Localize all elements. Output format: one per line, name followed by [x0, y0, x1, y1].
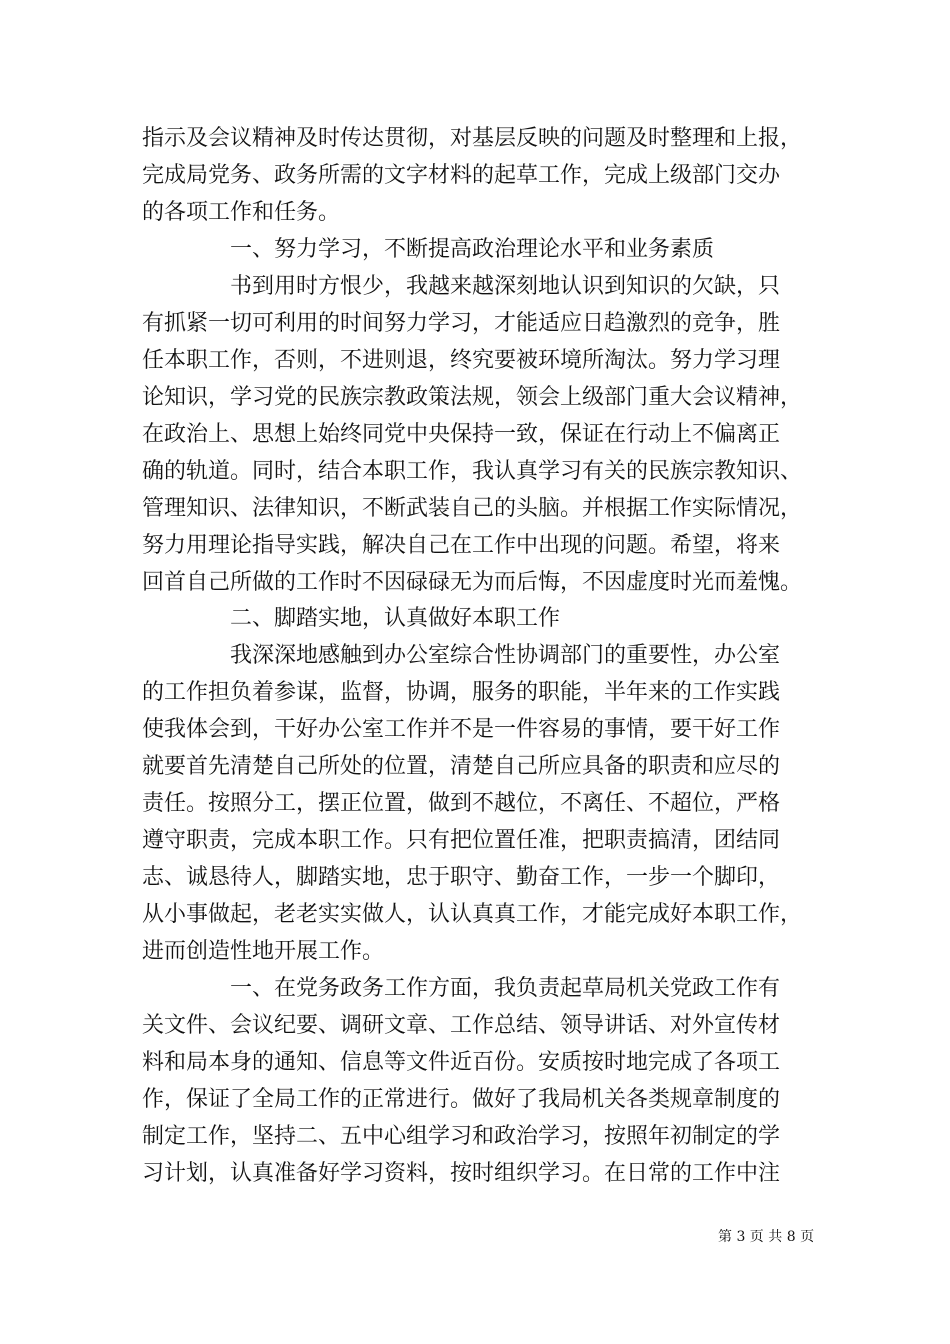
text-line-24: 一、在党务政务工作方面，我负责起草局机关党政工作有 — [230, 976, 781, 1001]
text-line-13: 回首自己所做的工作时不因碌碌无为而后悔，不因虚度时光而羞愧。 — [142, 570, 803, 595]
text-line-1: 指示及会议精神及时传达贯彻，对基层反映的问题及时整理和上报， — [142, 126, 803, 151]
section-heading-1: 一、努力学习，不断提高政治理论水平和业务素质 — [230, 237, 715, 262]
page-number-footer: 第 3 页 共 8 页 — [718, 1229, 815, 1245]
text-line-3: 的各项工作和任务。 — [142, 200, 341, 225]
text-line-9: 在政治上、思想上始终同党中央保持一致，保证在行动上不偏离正 — [142, 422, 781, 447]
text-line-29: 习计划，认真准备好学习资料，按时组织学习。在日常的工作中注 — [142, 1161, 781, 1186]
text-line-21: 志、诚恳待人，脚踏实地，忠于职守、勤奋工作，一步一个脚印， — [142, 865, 781, 890]
text-line-26: 料和局本身的通知、信息等文件近百份。安质按时地完成了各项工 — [142, 1050, 781, 1075]
text-line-22: 从小事做起，老老实实做人，认认真真工作，才能完成好本职工作， — [142, 902, 803, 927]
text-line-25: 关文件、会议纪要、调研文章、工作总结、领导讲话、对外宣传材 — [142, 1013, 781, 1038]
text-line-28: 制定工作，坚持二、五中心组学习和政治学习，按照年初制定的学 — [142, 1124, 781, 1149]
text-line-10: 确的轨道。同时，结合本职工作，我认真学习有关的民族宗教知识、 — [142, 459, 803, 484]
text-line-7: 任本职工作，否则，不进则退，终究要被环境所淘汰。努力学习理 — [142, 348, 781, 373]
section-heading-2: 二、脚踏实地，认真做好本职工作 — [230, 606, 561, 631]
text-line-27: 作，保证了全局工作的正常进行。做好了我局机关各类规章制度的 — [142, 1087, 781, 1112]
text-line-19: 责任。按照分工，摆正位置，做到不越位，不离任、不超位，严格 — [142, 791, 781, 816]
text-line-20: 遵守职责，完成本职工作。只有把位置任准，把职责搞清，团结同 — [142, 828, 781, 853]
text-line-2: 完成局党务、政务所需的文字材料的起草工作，完成上级部门交办 — [142, 163, 781, 188]
text-line-5: 书到用时方恨少，我越来越深刻地认识到知识的欠缺，只 — [230, 274, 781, 299]
text-line-12: 努力用理论指导实践，解决自己在工作中出现的问题。希望，将来 — [142, 533, 781, 558]
text-line-23: 进而创造性地开展工作。 — [142, 939, 385, 964]
text-line-15: 我深深地感触到办公室综合性协调部门的重要性，办公室 — [230, 643, 781, 668]
text-line-11: 管理知识、法律知识，不断武装自己的头脑。并根据工作实际情况， — [142, 496, 803, 521]
text-line-6: 有抓紧一切可利用的时间努力学习，才能适应日趋激烈的竞争，胜 — [142, 311, 781, 336]
text-line-8: 论知识，学习党的民族宗教政策法规，领会上级部门重大会议精神， — [142, 385, 803, 410]
text-line-17: 使我体会到，干好办公室工作并不是一件容易的事情，要干好工作 — [142, 717, 781, 742]
text-line-16: 的工作担负着参谋，监督，协调，服务的职能，半年来的工作实践 — [142, 680, 781, 705]
text-line-18: 就要首先清楚自己所处的位置，清楚自己所应具备的职责和应尽的 — [142, 754, 781, 779]
